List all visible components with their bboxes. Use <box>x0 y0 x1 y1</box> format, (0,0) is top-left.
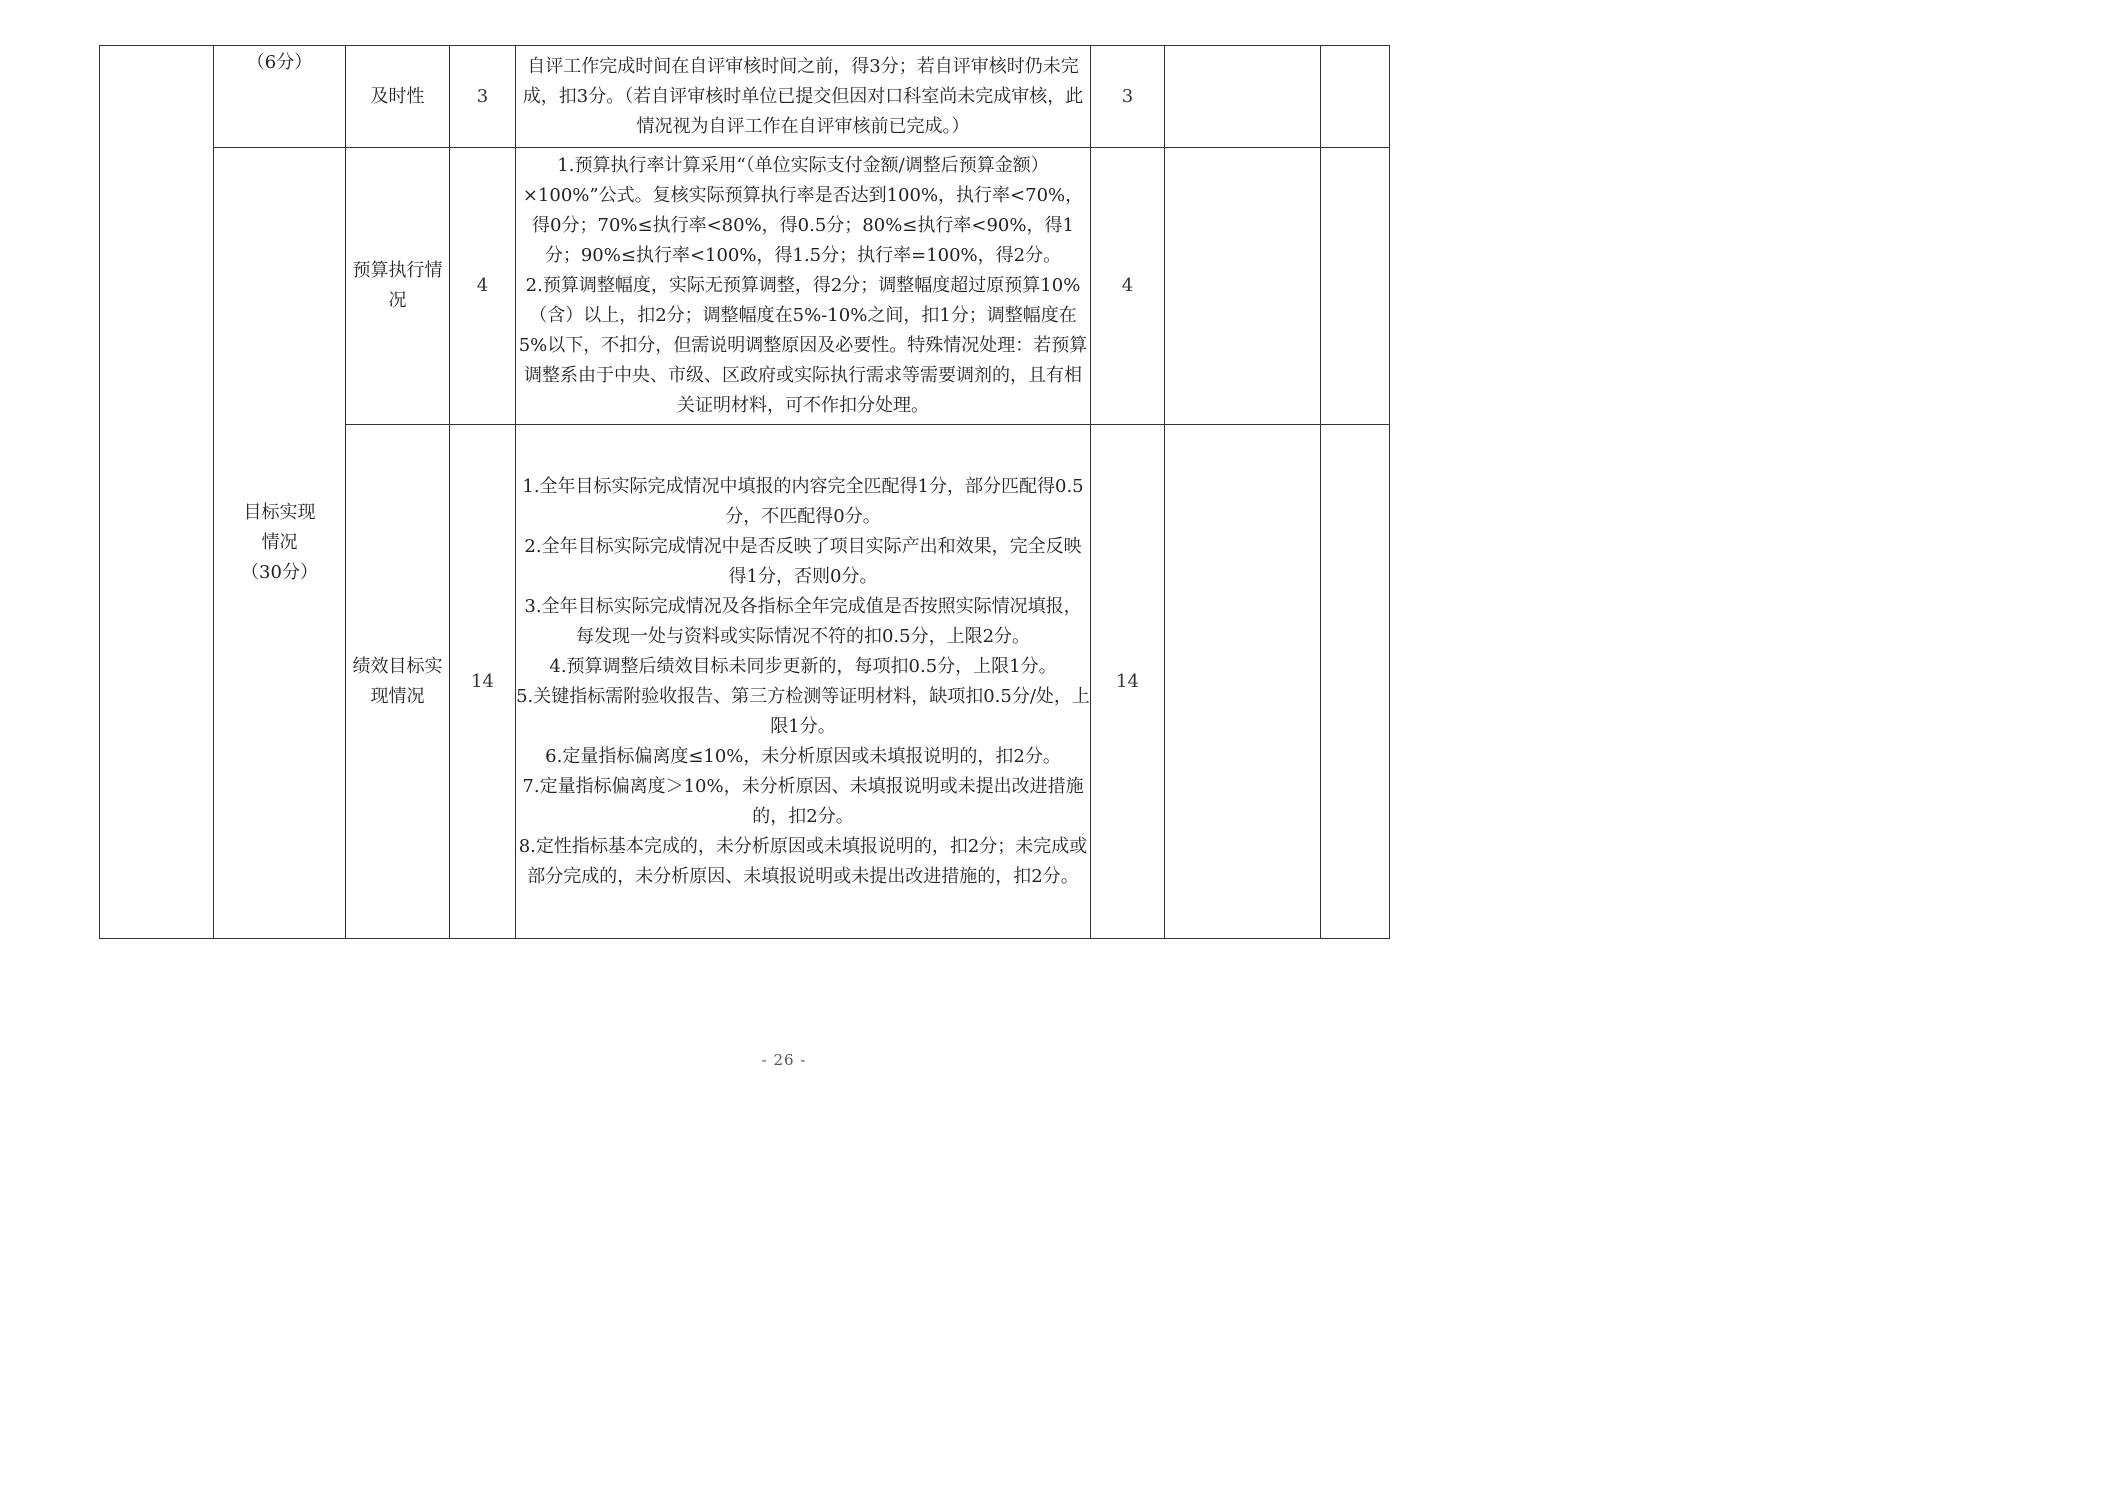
category-cell-prev <box>214 46 346 148</box>
item-cell <box>346 425 450 939</box>
blank-cell <box>1165 425 1321 939</box>
description-paragraph: 5.关键指标需附验收报告、第三方检测等证明材料，缺项扣0.5分/处，上限1分。 <box>516 685 1090 737</box>
self-score-value: 3 <box>1121 85 1134 107</box>
score-value: 14 <box>471 670 494 692</box>
blank-cell <box>1321 425 1390 939</box>
blank-cell <box>1165 148 1321 425</box>
blank-cell <box>1321 148 1390 425</box>
self-score-value: 14 <box>1116 670 1139 692</box>
category-line-1: 目标实现 <box>243 502 316 523</box>
description-paragraph: 8.定性指标基本完成的，未分析原因或未填报说明的，扣2分；未完成或部分完成的，未分析原因、未填报说明或未提出改进措施的，扣2分。 <box>518 835 1088 887</box>
description-paragraph: 6.定量指标偏离度≤10%，未分析原因或未填报说明的，扣2分。 <box>545 745 1061 767</box>
description-cell <box>516 425 1091 939</box>
item-label: 绩效目标实现情况 <box>352 655 443 707</box>
score-value: 3 <box>476 85 489 107</box>
score-cell <box>450 46 516 148</box>
self-score-cell <box>1091 46 1165 148</box>
score-cell <box>450 425 516 939</box>
self-score-cell <box>1091 425 1165 939</box>
page-number: - 26 - <box>761 1051 807 1069</box>
description-paragraph: 自评工作完成时间在自评审核时间之前，得3分；若自评审核时仍未完成，扣3分。（若自评审核时单位已提交但因对口科室尚未完成审核，此情况视为自评工作在自评审核前已完成。） <box>522 55 1084 137</box>
blank-cell <box>1165 46 1321 148</box>
score-cell <box>450 148 516 425</box>
category-line-3: （30分） <box>241 562 318 583</box>
description-cell <box>516 46 1091 148</box>
category-prev-score: （6分） <box>246 52 313 73</box>
description-paragraph: 1.预算执行率计算采用“（单位实际支付金额/调整后预算金额）×100%”公式。复核实际预算执行率是否达到100%，执行率<70%，得0分；70%≤执行率<80%，得0.5分；80%≤执行率<90%，得1分；90%≤执行率<100%，得1.5分；执行率=100%，得2分。 <box>522 155 1084 266</box>
description-paragraph: 2.预算调整幅度，实际无预算调整，得2分；调整幅度超过原预算10%（含）以上，扣2分；调整幅度在5%-10%之间，扣1分；调整幅度在5%以下，不扣分，但需说明调整原因及必要性。特殊情况处理：若预算调整系由于中央、市级、区政府或实际执行需求等需要调剂的，且有相关证明材料，可不作扣分处理。 <box>518 275 1088 416</box>
first-column-cell <box>100 46 214 939</box>
self-score-value: 4 <box>1121 275 1134 296</box>
category-cell <box>214 148 346 939</box>
description-cell <box>516 148 1091 425</box>
category-line-2: 情况 <box>261 532 298 553</box>
item-label: 预算执行情况 <box>352 260 443 311</box>
table-row <box>100 46 1390 148</box>
evaluation-table <box>99 45 1390 939</box>
description-paragraph: 1.全年目标实际完成情况中填报的内容完全匹配得1分，部分匹配得0.5分，不匹配得0分。 <box>522 475 1084 527</box>
item-cell <box>346 148 450 425</box>
item-cell <box>346 46 450 148</box>
description-paragraph: 4.预算调整后绩效目标未同步更新的，每项扣0.5分，上限1分。 <box>549 655 1057 677</box>
item-label: 及时性 <box>370 85 425 107</box>
self-score-cell <box>1091 148 1165 425</box>
table-row <box>100 148 1390 425</box>
blank-cell <box>1321 46 1390 148</box>
description-paragraph: 3.全年目标实际完成情况及各指标全年完成值是否按照实际情况填报，每发现一处与资料或实际情况不符的扣0.5分，上限2分。 <box>524 595 1082 647</box>
score-value: 4 <box>476 275 489 296</box>
description-paragraph: 2.全年目标实际完成情况中是否反映了项目实际产出和效果，完全反映得1分，否则0分。 <box>524 535 1082 587</box>
description-paragraph: 7.定量指标偏离度＞10%，未分析原因、未填报说明或未提出改进措施的，扣2分。 <box>522 775 1084 827</box>
